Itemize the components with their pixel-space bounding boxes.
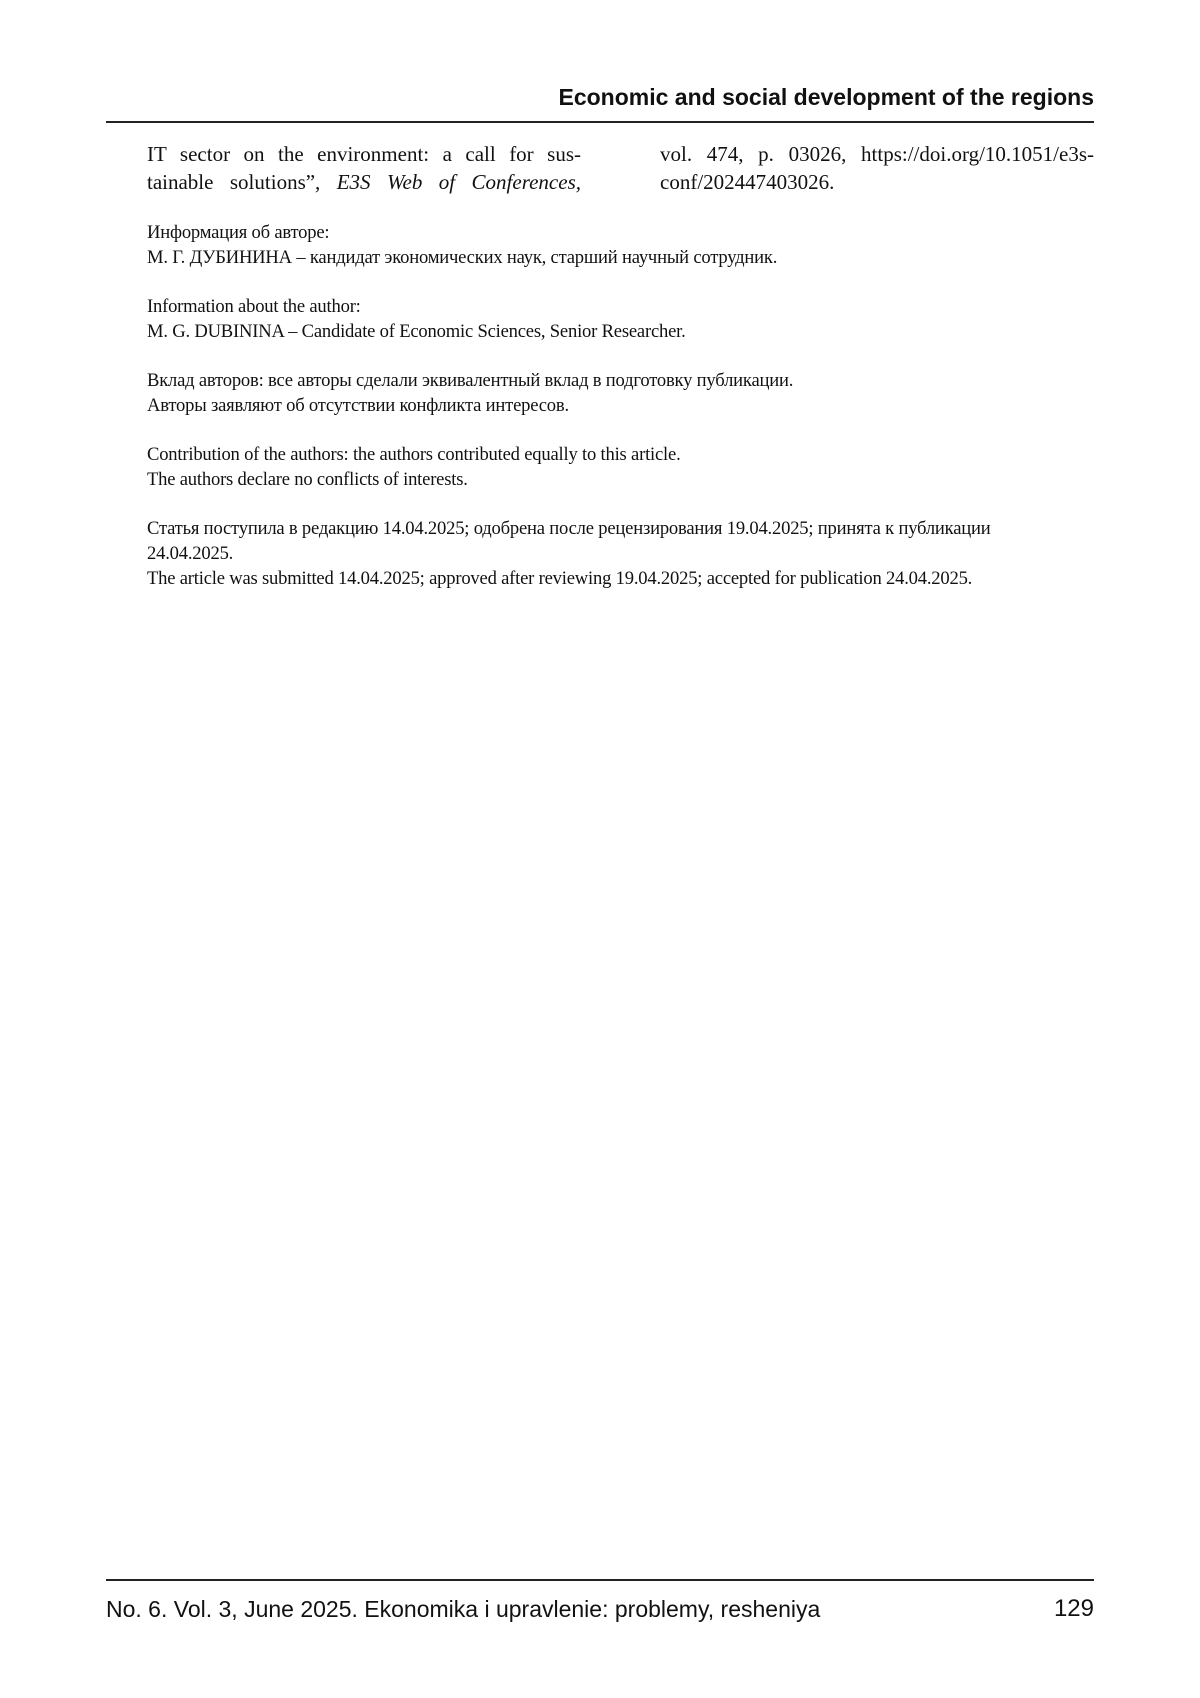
reference-line (147, 168, 581, 196)
contribution-en (147, 442, 1094, 492)
conflict-statement: Авторы заявляют об отсутствии конфликта интересов. (147, 395, 569, 416)
author-info-label: Information about the author: (147, 296, 361, 317)
author-info-text: M. G. DUBININA – Candidate of Economic Sciences, Senior Researcher. (147, 321, 686, 342)
journal-citation: No. 6. Vol. 3, June 2025. Ekonomika i upravlenie: problemy, resheniya (106, 1596, 821, 1622)
footer-rule (106, 1579, 1094, 1581)
header-rule (106, 121, 1094, 123)
article-dates-ru-continued: 24.04.2025. (147, 543, 234, 564)
author-info-ru (147, 220, 1094, 270)
article-dates-en: The article was submitted 14.04.2025; approved after reviewing 19.04.2025; accepted for publication 24.04.2025. (147, 568, 973, 589)
reference-line: IT sector on the environment: a call for sus- (147, 142, 581, 166)
running-header: Economic and social development of the regions (558, 84, 1094, 110)
contribution-text: Contribution of the authors: the authors contributed equally to this article. (147, 444, 681, 465)
page-number: 129 (1053, 1595, 1094, 1622)
author-info-en (147, 294, 1094, 344)
contribution-ru (147, 368, 1094, 418)
article-dates-ru: Статья поступила в редакцию 14.04.2025; одобрена после рецензирования 19.04.2025; принята к публикации (147, 518, 991, 539)
author-info-label: Информация об авторе: (147, 222, 330, 243)
author-info-text: М. Г. ДУБИНИНА – кандидат экономических наук, старший научный сотрудник. (147, 247, 778, 268)
reference-source-title: E3S Web of Conferences, (336, 170, 581, 194)
article-dates (147, 516, 1094, 591)
conflict-statement: The authors declare no conflicts of interests. (147, 469, 468, 490)
reference-text: tainable solutions”, (147, 170, 337, 194)
reference-column-right (660, 140, 1094, 196)
reference-line: vol. 474, p. 03026, https://doi.org/10.1051/e3s- (660, 142, 1094, 166)
reference-line: conf/202447403026. (660, 170, 835, 194)
reference-column-left (147, 140, 581, 196)
contribution-text: Вклад авторов: все авторы сделали эквивалентный вклад в подготовку публикации. (147, 370, 794, 391)
